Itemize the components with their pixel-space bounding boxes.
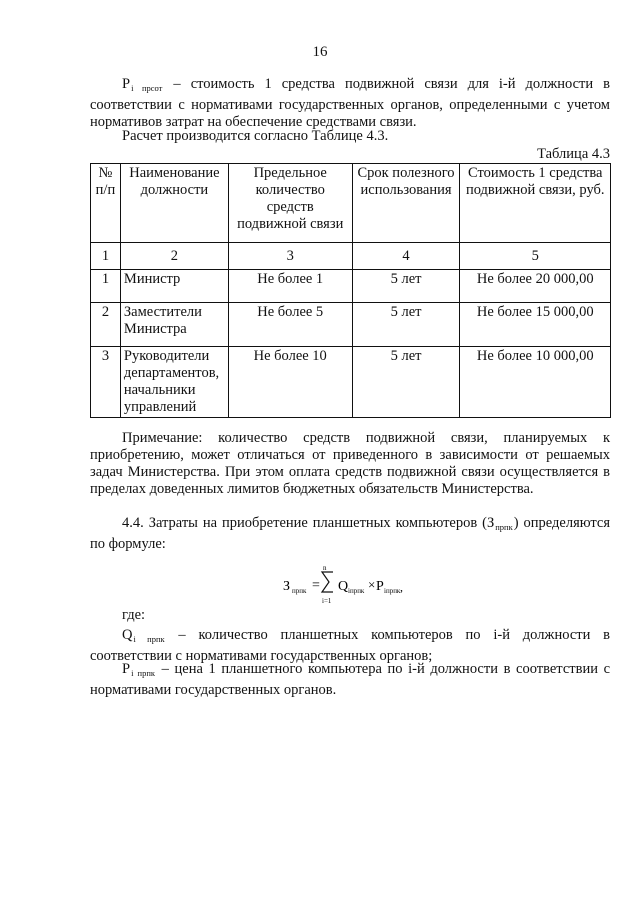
header-cell: Стоимость 1 средства подвижной связи, руб. (460, 164, 611, 243)
table-cell: Министр (120, 270, 228, 303)
definition-p-prsot (90, 76, 610, 131)
section-4-4: 4.4. Затраты на приобретение планшетных компьютеров $(З_{прпк})$ определяются по формуле: (90, 515, 610, 552)
table-cell: 1 (91, 270, 121, 303)
table-column-numbers-row (91, 243, 611, 270)
where-label: где: (122, 607, 146, 623)
header-cell: Наименование должности (120, 164, 228, 243)
formula-p-subscript: iпрпк (384, 587, 401, 595)
table-cell: 1 (91, 243, 121, 270)
calc-reference: Расчет производится согласно Таблице 4.3. (122, 128, 389, 144)
table-cell: Не более 20 000,00 (460, 270, 611, 303)
formula-equals: = (312, 578, 320, 593)
table-cell: 2 (91, 303, 121, 347)
sum-sigma-icon (322, 572, 333, 592)
table-cell: 5 лет (352, 303, 460, 347)
formula-times: × (368, 577, 376, 592)
table-cell: Не более 10 (228, 347, 352, 418)
table-row (91, 270, 611, 303)
definition-p-prpk: $P_{i прпк}$ – цена 1 планшетного компьютера по i-й должности в соответствии с нормативами государственных органов. (90, 661, 611, 698)
table-cell: 2 (120, 243, 228, 270)
table-row (91, 347, 611, 418)
formula-lhs-subscript: прпк (292, 587, 307, 595)
symbol-p: P (122, 76, 131, 92)
formula-q-subscript: iпрпк (348, 587, 365, 595)
header-cell: Срок полезного использования (352, 164, 460, 243)
table-note: Примечание: количество средств подвижной связи, планируемых к приобретению, может отличаться от приведенного в зависимости от решаемых задач Министерства. При этом оплата средств подвижной связи осуществляется в пределах доведенных лимитов бюджетных обязательств Министерства. (90, 430, 610, 497)
formula-lhs: З (283, 579, 291, 594)
header-cell: № п/п (91, 164, 121, 243)
table-cell: Заместители Министра (120, 303, 228, 347)
table-cell: 4 (352, 243, 460, 270)
symbol-p-subscript: i прсот (131, 83, 163, 93)
formula-p: P (376, 579, 384, 594)
formula-q: Q (338, 579, 349, 594)
mobile-devices-table (90, 163, 611, 418)
formula-z-prpk (283, 562, 403, 606)
definition-q-prpk: $Q_{i прпк}$ – количество планшетных компьютеров по i-й должности в соответствии с нормативами государственных органов; (90, 627, 610, 664)
header-cell: Предельное количество средств подвижной связи (228, 164, 352, 243)
table-cell: Не более 10 000,00 (460, 347, 611, 418)
table-cell: Не более 5 (228, 303, 352, 347)
sum-lower-limit: i=1 (322, 597, 332, 605)
page-number: 16 (312, 44, 328, 60)
table-cell: Не более 15 000,00 (460, 303, 611, 347)
table-cell: 5 лет (352, 347, 460, 418)
table-cell: Руководители департаментов, начальники управлений (120, 347, 228, 418)
formula-end: , (400, 580, 403, 594)
sum-upper-limit: n (323, 564, 327, 572)
definition-text: – стоимость 1 средства подвижной связи для i-й должности в соответствии с нормативами государственных органов, определенными с учетом нормативов затрат на обеспечение средствами связи. (90, 76, 610, 130)
table-caption: Таблица 4.3 (537, 146, 610, 162)
table-cell: 3 (228, 243, 352, 270)
table-header-row (91, 164, 611, 243)
table-cell: 5 (460, 243, 611, 270)
table-cell: 5 лет (352, 270, 460, 303)
table-cell: Не более 1 (228, 270, 352, 303)
table-row (91, 303, 611, 347)
table-cell: 3 (91, 347, 121, 418)
